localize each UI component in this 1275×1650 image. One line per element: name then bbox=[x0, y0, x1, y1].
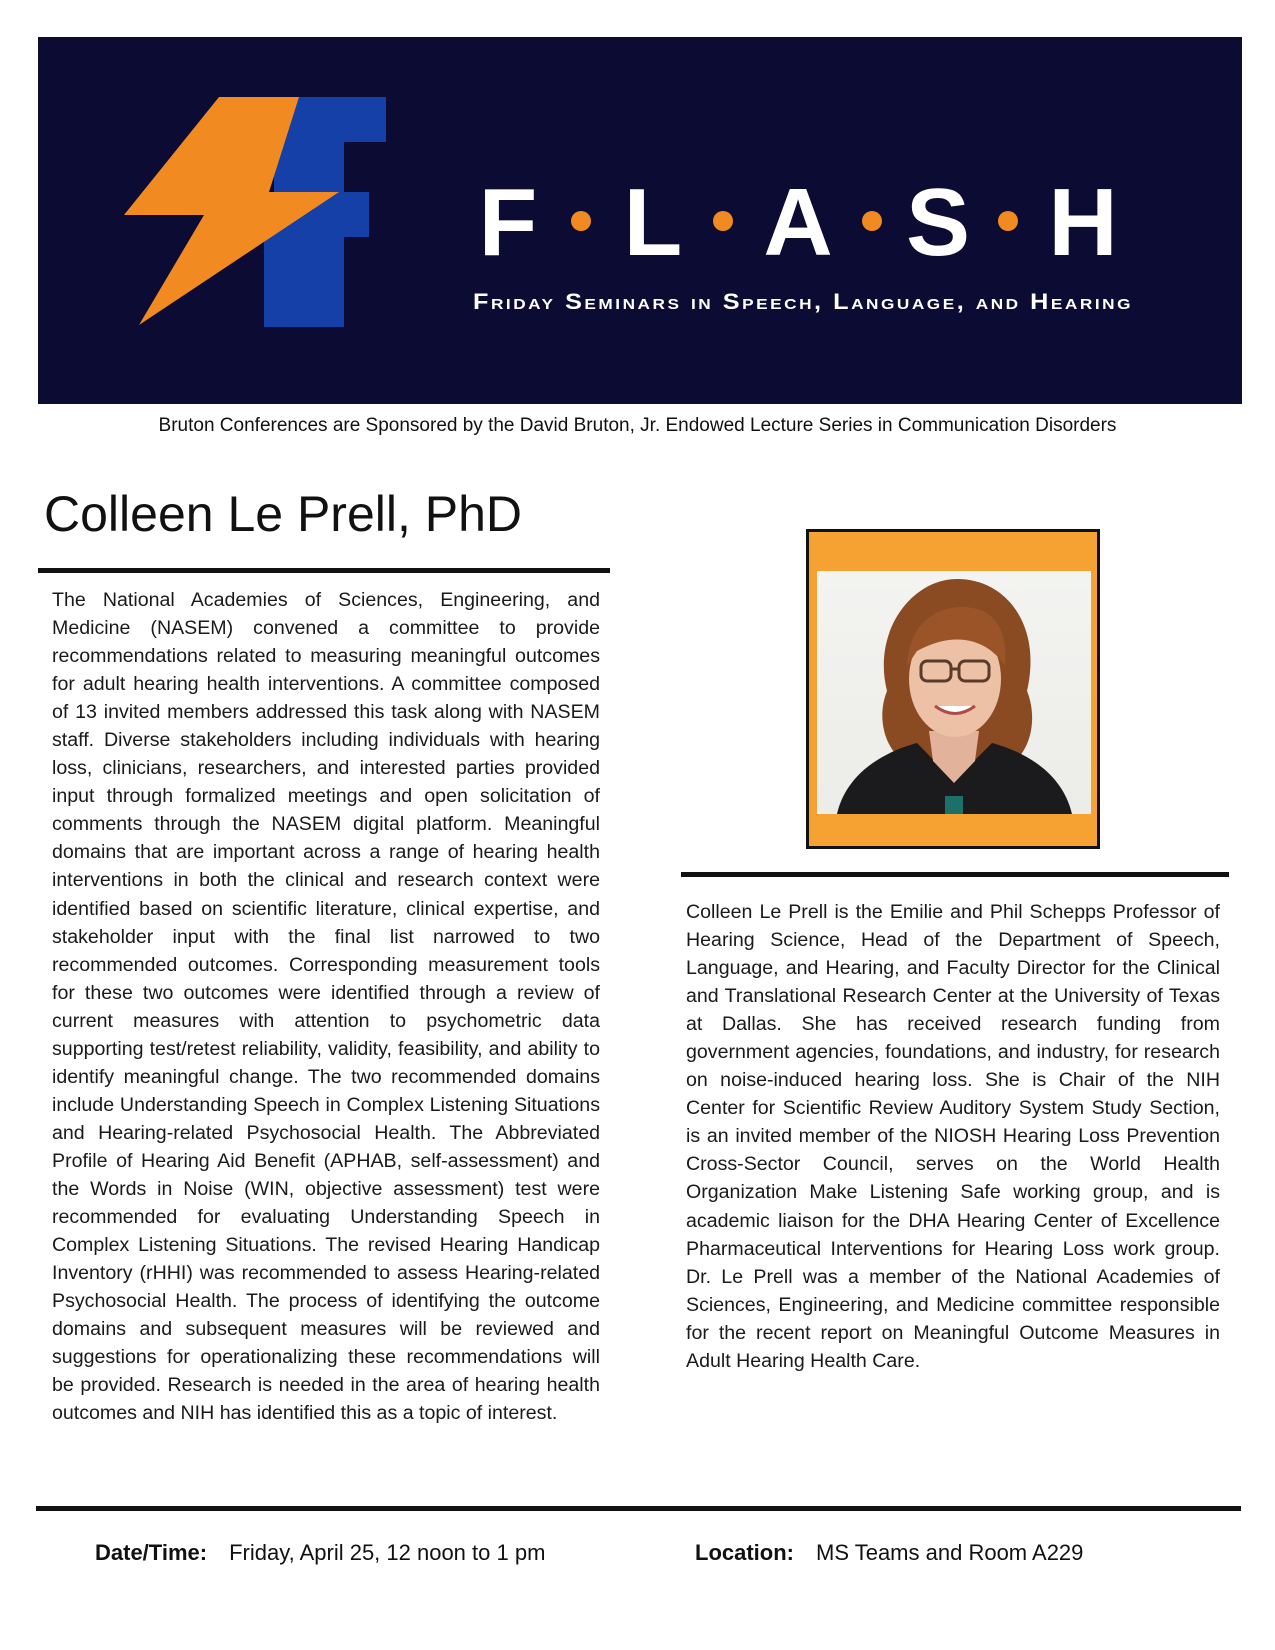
divider bbox=[38, 568, 610, 573]
speaker-photo-frame bbox=[806, 529, 1100, 849]
flash-dot bbox=[998, 211, 1018, 231]
flash-dot bbox=[571, 211, 591, 231]
flash-subtitle: Friday Seminars in Speech, Language, and Hearing bbox=[473, 289, 1133, 314]
flash-banner bbox=[38, 37, 1242, 404]
divider bbox=[36, 1506, 1241, 1511]
location bbox=[695, 1540, 1083, 1566]
flash-letter-l: L bbox=[623, 169, 683, 276]
date-time-label: Date/Time: bbox=[95, 1540, 208, 1565]
flash-dot bbox=[713, 211, 733, 231]
lightning-f-logo bbox=[124, 97, 404, 347]
location-value: MS Teams and Room A229 bbox=[816, 1540, 1084, 1565]
speaker-photo bbox=[817, 571, 1091, 814]
date-time bbox=[95, 1540, 545, 1566]
date-time-value: Friday, April 25, 12 noon to 1 pm bbox=[229, 1540, 546, 1565]
speaker-name: Colleen Le Prell, PhD bbox=[44, 486, 523, 542]
divider bbox=[681, 872, 1229, 877]
speaker-bio: Colleen Le Prell is the Emilie and Phil Schepps Professor of Hearing Science, Head of the Department of Speech, Language, and Hearing, and Faculty Director for the Clinical and Translational Research Center at the University of Texas at Dallas. She has received research funding from government agencies, foundations, and industry, for research on noise-induced hearing loss. She is Chair of the NIH Center for Scientific Review Auditory System Study Section, is an invited member of the NIOSH Hearing Loss Prevention Cross-Sector Council, serves on the World Health Organization Make Listening Safe working group, and is academic liaison for the DHA Hearing Center of Excellence Pharmaceutical Interventions for Hearing Loss work group. Dr. Le Prell was a member of the National Academies of Sciences, Engineering, and Medicine committee responsible for the recent report on Meaningful Outcome Measures in Adult Hearing Health Care. bbox=[686, 901, 1220, 1372]
location-label: Location: bbox=[695, 1540, 794, 1565]
flash-wordmark bbox=[468, 157, 1208, 317]
flash-letter-a: A bbox=[763, 169, 833, 276]
flash-letter-h: H bbox=[1048, 169, 1118, 276]
flash-letter-f: F bbox=[478, 169, 538, 276]
flash-letter-s: S bbox=[905, 169, 971, 276]
abstract-text: The National Academies of Sciences, Engineering, and Medicine (NASEM) convened a committee to provide recommendations related to measuring meaningful outcomes for adult hearing health interventions. A committee composed of 13 invited members addressed this task along with NASEM staff. Diverse stakeholders including individuals with hearing loss, clinicians, researchers, and interested parties provided input through formalized meetings and open solicitation of comments through the NASEM digital platform. Meaningful domains that are important across a range of hearing health interventions in both the clinical and research context were identified based on scientific literature, clinical expertise, and stakeholder input with the final list narrowed to two recommended outcomes. Corresponding measurement tools for these two outcomes were identified through a review of current measures with attention to psychometric data supporting test/retest reliability, validity, feasibility, and ability to identify meaningful change. The two recommended domains include Understanding Speech in Complex Listening Situations and Hearing-related Psychosocial Health. The Abbreviated Profile of Hearing Aid Benefit (APHAB, self-assessment) and the Words in Noise (WIN, objective assessment) test were recommended for evaluating Understanding Speech in Complex Listening Situations. The revised Hearing Handicap Inventory (rHHI) was recommended to assess Hearing-related Psychosocial Health. The process of identifying the outcome domains and subsequent measures will be reviewed and suggestions for operationalizing these recommendations will be provided. Research is needed in the area of hearing health outcomes and NIH has identified this as a topic of interest. bbox=[52, 589, 600, 1425]
sponsor-line: Bruton Conferences are Sponsored by the David Bruton, Jr. Endowed Lecture Series in Communication Disorders bbox=[158, 415, 1117, 436]
flash-dot bbox=[862, 211, 882, 231]
portrait-illustration bbox=[817, 571, 1091, 814]
